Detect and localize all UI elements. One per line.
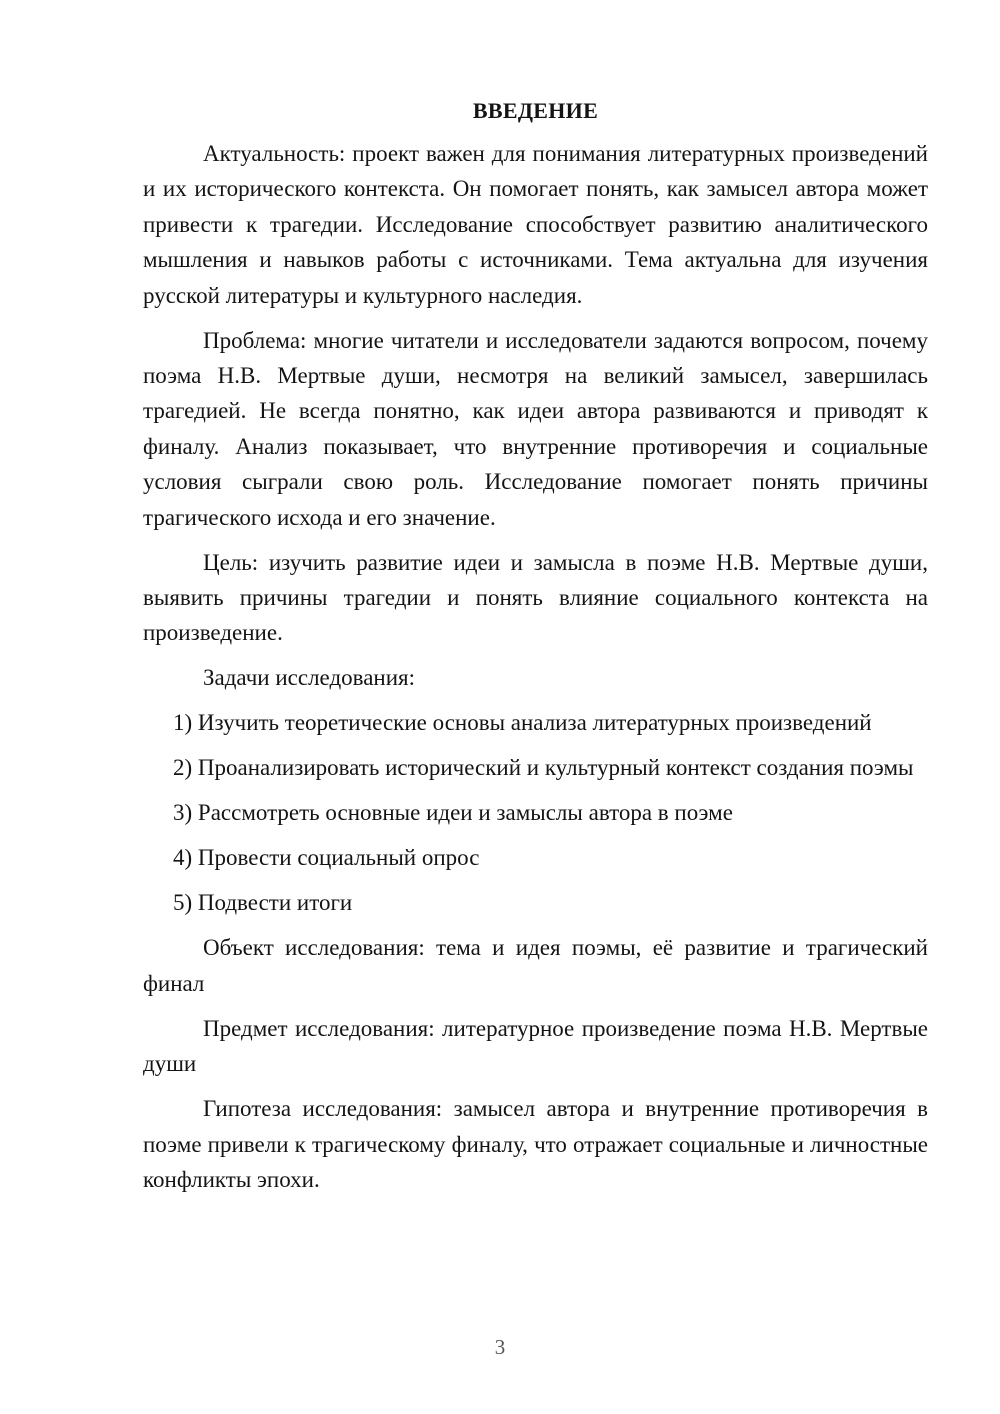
task-item: 1) Изучить теоретические основы анализа литературных произведений [173, 710, 872, 736]
task-item: 4) Провести социальный опрос [173, 845, 480, 871]
task-item: 5) Подвести итоги [173, 890, 353, 916]
page-number: 3 [494, 1335, 506, 1359]
problem-paragraph: Проблема: многие читатели и исследователи задаются вопросом, почему поэма Н.В. Мертвые души, несмотря на великий замысел, завершилась трагедией. Не всегда понятно, как идеи автора развиваются и приводят к финалу. Анализ показывает, что внутренние противоречия и социальные условия сыграли свою роль. Исследование помогает понять причины трагического исхода и его значение. [143, 327, 928, 530]
task-item: 2) Проанализировать исторический и культурный контекст создания поэмы [173, 755, 914, 781]
subject-paragraph: Предмет исследования: литературное произведение поэма Н.В. Мертвые души [143, 1015, 928, 1077]
page-content [143, 94, 928, 1207]
tasks-heading: Задачи исследования: [203, 665, 416, 691]
goal-paragraph: Цель: изучить развитие идеи и замысла в поэме Н.В. Мертвые души, выявить причины трагедии и понять влияние социального контекста на произведение. [143, 549, 928, 646]
relevance-paragraph: Актуальность: проект важен для понимания литературных произведений и их исторического контекста. Он помогает понять, как замысел автора может привести к трагедии. Исследование способствует развитию аналитического мышления и навыков работы с источниками. Тема актуальна для изучения русской литературы и культурного наследия. [143, 141, 928, 308]
object-paragraph: Объект исследования: тема и идея поэмы, её развитие и трагический финал [143, 935, 928, 996]
hypothesis-paragraph: Гипотеза исследования: замысел автора и внутренние противоречия в поэме привели к трагическому финалу, что отражает социальные и личностные конфликты эпохи. [143, 1096, 928, 1193]
task-item: 3) Рассмотреть основные идеи и замыслы автора в поэме [173, 800, 733, 826]
section-title: ВВЕДЕНИЕ [472, 98, 599, 123]
